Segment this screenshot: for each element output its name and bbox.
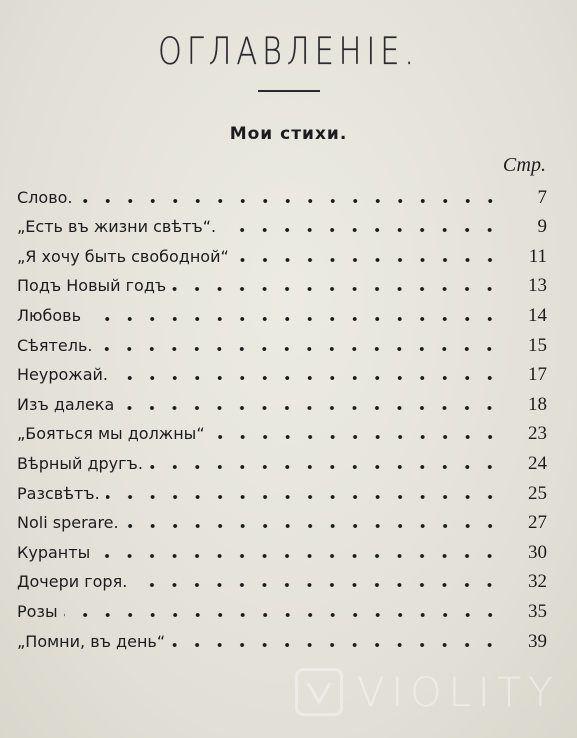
- toc-entry-title: „Есть въ жизни свѣтъ“.: [17, 217, 217, 237]
- toc-entry-page: 13: [528, 275, 547, 297]
- toc-entry: [17, 211, 547, 241]
- toc-entry-title: Куранты: [17, 542, 91, 562]
- toc-entry-page: 7: [537, 186, 547, 208]
- toc-entry: [17, 181, 547, 211]
- toc-entry-title: „Бояться мы должны“: [17, 424, 205, 444]
- toc-entry-page: 17: [528, 364, 547, 386]
- toc-entry-title: Розы: [17, 601, 58, 621]
- dot-leader: [222, 227, 501, 233]
- toc-entry: [17, 388, 547, 418]
- toc-entry-title: Подъ Новый годъ: [17, 276, 167, 296]
- toc-entry-page: 23: [528, 423, 547, 445]
- toc-entry-title: Сѣятель.: [17, 335, 93, 355]
- toc-entry-title: Разсвѣтъ.: [17, 483, 100, 503]
- toc-entry-page: 15: [528, 334, 547, 356]
- toc-entry-page: 30: [528, 541, 547, 563]
- toc-entry-page: 11: [528, 245, 547, 267]
- toc-entry: [17, 595, 547, 625]
- watermark: [295, 666, 565, 722]
- toc-entry-title: Неурожай.: [17, 365, 108, 385]
- dot-leader: [125, 523, 501, 529]
- violity-logo-icon: [295, 668, 343, 716]
- toc-entry-title: Дочери горя.: [17, 572, 128, 592]
- dot-leader: [133, 582, 501, 588]
- toc-entry: [17, 270, 547, 300]
- toc-entry-page: 24: [528, 452, 547, 474]
- toc-entry-page: 32: [528, 571, 547, 593]
- toc-entry-title: Noli sperare.: [17, 513, 119, 533]
- toc-entry: [17, 507, 547, 537]
- dot-leader: [114, 375, 501, 381]
- watermark-text: VIOLITY: [357, 670, 560, 716]
- dot-leader: [149, 464, 501, 470]
- toc-entry-title: Слово.: [17, 187, 73, 207]
- page-title: ОГЛАВЛЕНІЕ.: [158, 30, 419, 73]
- toc-entry-title: Любовь: [17, 305, 82, 325]
- toc-entry: [17, 240, 547, 270]
- toc-entry-page: 25: [528, 482, 547, 504]
- toc-entry: [17, 447, 547, 477]
- toc-entry-page: 27: [528, 512, 547, 534]
- toc-entry: [17, 477, 547, 507]
- table-of-contents: [17, 181, 547, 655]
- toc-entry-page: 14: [528, 304, 547, 326]
- toc-entry: [17, 418, 547, 448]
- dot-leader: [64, 612, 501, 618]
- dot-leader: [211, 434, 501, 440]
- toc-entry-title: „Я хочу быть свободной“: [17, 246, 229, 266]
- dot-leader: [172, 286, 501, 292]
- page-column-label: Стр.: [502, 154, 546, 176]
- toc-entry: [17, 625, 547, 655]
- toc-entry-page: 18: [528, 393, 547, 415]
- toc-entry-page: 39: [528, 630, 547, 652]
- toc-entry-title: Изъ далека: [17, 394, 115, 414]
- toc-entry-page: 9: [537, 216, 547, 238]
- dot-leader: [106, 494, 501, 500]
- section-title: Мои стихи.: [229, 124, 348, 144]
- dot-leader: [171, 642, 501, 648]
- toc-entry: [17, 536, 547, 566]
- toc-entry: [17, 329, 547, 359]
- dot-leader: [98, 346, 501, 352]
- toc-entry: [17, 566, 547, 596]
- toc-entry: [17, 359, 547, 389]
- title-divider: [258, 90, 320, 92]
- dot-leader: [87, 316, 501, 322]
- dot-leader: [96, 553, 501, 559]
- toc-entry-title: „Помни, въ день“: [17, 631, 166, 651]
- toc-entry-page: 35: [528, 600, 547, 622]
- dot-leader: [120, 405, 501, 411]
- toc-entry: [17, 299, 547, 329]
- dot-leader: [79, 198, 502, 204]
- dot-leader: [235, 257, 501, 263]
- toc-entry-title: Вѣрный другъ.: [17, 453, 143, 473]
